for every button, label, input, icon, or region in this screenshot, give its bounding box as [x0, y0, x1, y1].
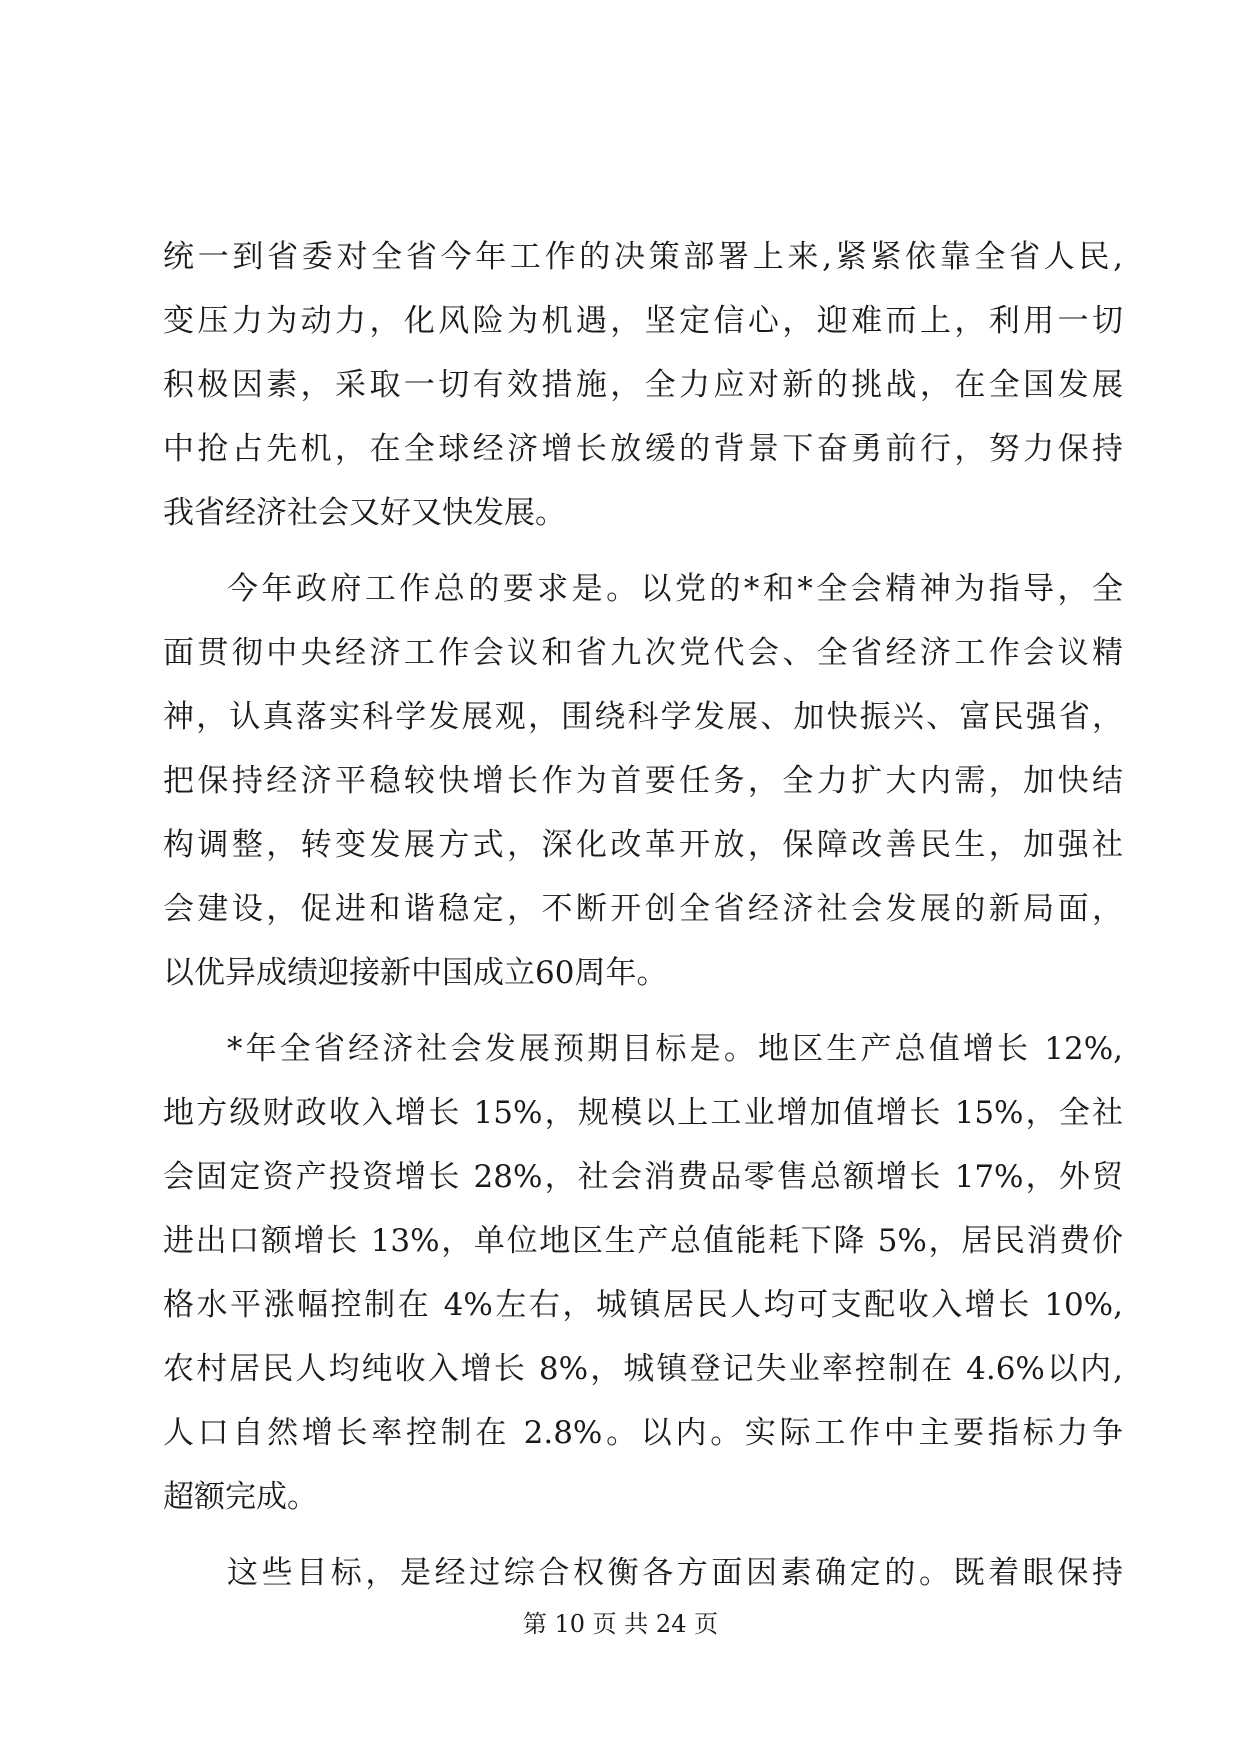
text-line: 中抢占先机，在全球经济增长放缓的背景下奋勇前行，努力保持: [163, 431, 1123, 467]
text-line: 统一到省委对全省今年工作的决策部署上来,紧紧依靠全省人民,: [163, 239, 1123, 275]
text-line: 会建设，促进和谐稳定，不断开创全省经济社会发展的新局面，: [163, 891, 1123, 927]
paragraph: [163, 225, 1123, 545]
text-line: 进出口额增长 13%，单位地区生产总值能耗下降 5%，居民消费价: [163, 1223, 1123, 1259]
text-line: 构调整，转变发展方式，深化改革开放，保障改善民生，加强社: [163, 827, 1123, 863]
text-line: 把保持经济平稳较快增长作为首要任务，全力扩大内需，加快结: [163, 763, 1123, 799]
text-line: 神，认真落实科学发展观，围绕科学发展、加快振兴、富民强省，: [163, 699, 1123, 735]
text-line: 以优异成绩迎接新中国成立60周年。: [163, 955, 668, 991]
text-line: 人口自然增长率控制在 2.8%。以内。实际工作中主要指标力争: [163, 1415, 1123, 1451]
text-line: 会固定资产投资增长 28%，社会消费品零售总额增长 17%，外贸: [163, 1159, 1123, 1195]
text-line: 这些目标，是经过综合权衡各方面因素确定的。既着眼保持: [227, 1555, 1123, 1591]
paragraph: [163, 557, 1123, 1005]
text-line: 农村居民人均纯收入增长 8%，城镇登记失业率控制在 4.6%以内,: [163, 1351, 1123, 1387]
document-body: [163, 225, 1123, 1605]
page-number-footer: 第 10 页 共 24 页: [522, 1610, 719, 1638]
text-line: 格水平涨幅控制在 4%左右，城镇居民人均可支配收入增长 10%,: [163, 1287, 1123, 1323]
text-line: 超额完成。: [163, 1479, 318, 1515]
paragraph: [163, 1017, 1123, 1529]
text-line: *年全省经济社会发展预期目标是。地区生产总值增长 12%,: [227, 1031, 1123, 1067]
text-line: 地方级财政收入增长 15%，规模以上工业增加值增长 15%，全社: [163, 1095, 1123, 1131]
text-line: 变压力为动力，化风险为机遇，坚定信心，迎难而上，利用一切: [163, 303, 1123, 339]
text-line: 面贯彻中央经济工作会议和省九次党代会、全省经济工作会议精: [163, 635, 1123, 671]
paragraph: [163, 1541, 1123, 1605]
text-line: 今年政府工作总的要求是。以党的*和*全会精神为指导，全: [227, 571, 1123, 607]
text-line: 我省经济社会又好又快发展。: [163, 495, 566, 531]
text-line: 积极因素，采取一切有效措施，全力应对新的挑战，在全国发展: [163, 367, 1123, 403]
